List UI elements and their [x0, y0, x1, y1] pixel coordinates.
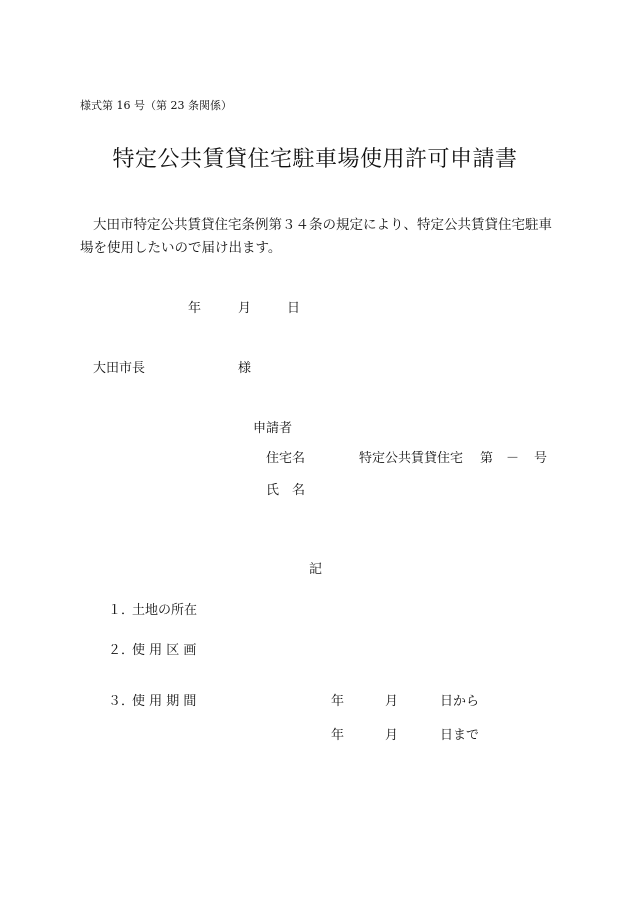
date-year-label: 年 — [188, 301, 202, 316]
ki-heading: 記 — [309, 562, 323, 577]
house-name-value: 特定公共賃貸住宅 — [359, 451, 464, 466]
period-from-month: 月 — [385, 694, 399, 709]
item-1-label: 土地の所在 — [132, 603, 198, 618]
house-number-prefix: 第 — [480, 451, 494, 466]
house-number-dash: － — [506, 451, 520, 466]
applicant-heading: 申請者 — [253, 421, 293, 436]
item-2-number: ２． — [108, 643, 135, 658]
date-day-label: 日 — [287, 301, 301, 316]
period-from-day: 日から — [440, 694, 480, 709]
page-title: 特定公共賃貸住宅駐車場使用許可申請書 — [112, 147, 518, 172]
form-number: 様式第 16 号（第 23 条関係） — [80, 99, 232, 112]
date-month-label: 月 — [238, 301, 252, 316]
item-2-label: 使 用 区 画 — [132, 643, 197, 658]
period-to-month: 月 — [385, 728, 399, 743]
intro-line-1: 大田市特定公共賃貸住宅条例第３４条の規定により、特定公共賃貸住宅駐車 — [93, 217, 552, 233]
period-to-day: 日まで — [440, 728, 480, 743]
house-number-suffix: 号 — [534, 451, 548, 466]
intro-line-2: 場を使用したいので届け出ます。 — [80, 240, 282, 256]
applicant-name-label: 氏 名 — [266, 483, 306, 498]
addressee-name: 大田市長 — [93, 361, 146, 376]
house-name-label: 住宅名 — [266, 451, 306, 466]
item-1-number: １． — [108, 603, 135, 618]
intro-paragraph — [80, 214, 560, 260]
addressee-honorific: 様 — [238, 361, 252, 376]
period-from-year: 年 — [331, 694, 345, 709]
period-to-year: 年 — [331, 728, 345, 743]
item-3-label: 使 用 期 間 — [132, 694, 197, 709]
item-3-number: ３． — [108, 694, 135, 709]
